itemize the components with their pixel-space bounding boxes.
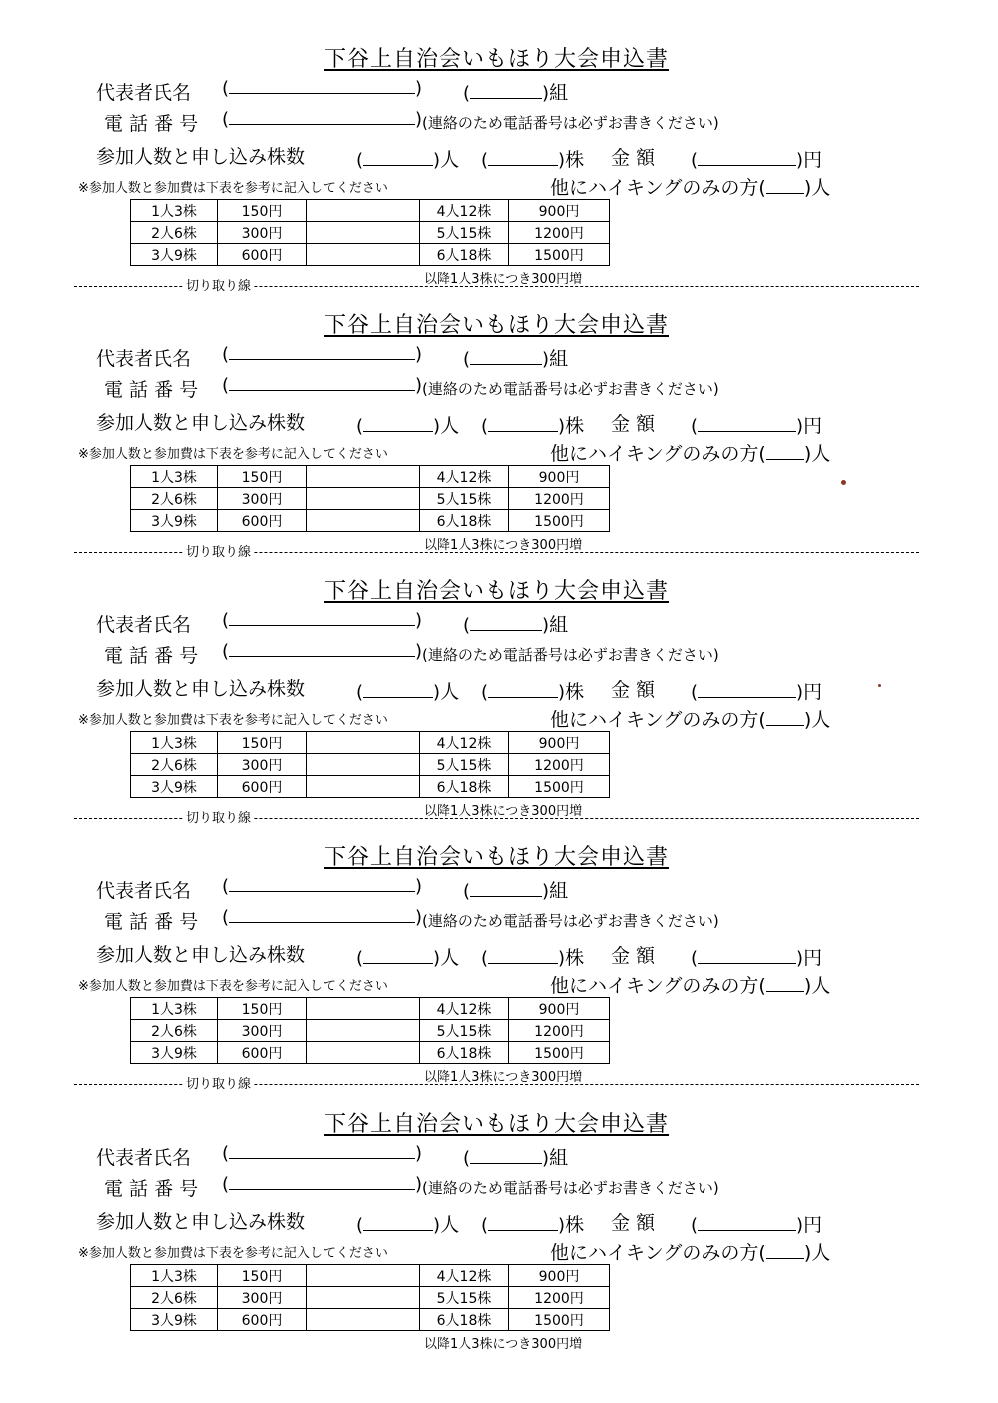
table-cell: 2人6株: [131, 1020, 218, 1042]
table-row: [131, 998, 610, 1020]
table-row: [131, 466, 610, 488]
stock-count-field[interactable]: ( )株: [481, 1214, 585, 1236]
stock-unit: 株: [565, 415, 585, 437]
table-row: [131, 1020, 610, 1042]
table-cell: [307, 488, 420, 510]
table-cell: 1200円: [509, 222, 610, 244]
application-form: [0, 42, 998, 292]
person-unit: 人: [440, 149, 460, 171]
hiking-field[interactable]: [550, 173, 830, 200]
table-cell: 4人12株: [420, 732, 509, 754]
form-title: 下谷上自治会いもほり大会申込書: [324, 1112, 670, 1137]
phone-row: [104, 109, 198, 136]
table-cell: 3人9株: [131, 244, 218, 266]
phone-row: [104, 375, 198, 402]
representative-row: [96, 344, 191, 371]
scan-speck: [878, 684, 881, 687]
representative-row: [96, 1143, 191, 1170]
amount-field[interactable]: ( )円: [691, 415, 823, 437]
table-cell: [307, 222, 420, 244]
amount-label: 金 額: [611, 147, 656, 169]
table-cell: 1人3株: [131, 466, 218, 488]
table-cell: 5人15株: [420, 488, 509, 510]
table-cell: [307, 1309, 420, 1331]
table-cell: 4人12株: [420, 466, 509, 488]
table-cell: 300円: [218, 1287, 307, 1309]
table-row: [131, 732, 610, 754]
amount-field[interactable]: ( )円: [691, 947, 823, 969]
fee-note: ※参加人数と参加費は下表を参考に記入してください: [78, 447, 388, 462]
phone-label: 電 話 番 号: [104, 113, 199, 135]
table-cell: 4人12株: [420, 998, 509, 1020]
person-count-field[interactable]: ( )人: [356, 415, 460, 437]
count-row: [96, 408, 305, 435]
hiking-suffix: )人: [803, 443, 831, 465]
table-cell: 150円: [218, 1265, 307, 1287]
table-cell: 6人18株: [420, 776, 509, 798]
group-field[interactable]: ( )組: [463, 82, 569, 104]
person-count-field[interactable]: ( )人: [356, 1214, 460, 1236]
fee-note: ※参加人数と参加費は下表を参考に記入してください: [78, 979, 388, 994]
table-cell: 5人15株: [420, 1020, 509, 1042]
table-cell: 300円: [218, 222, 307, 244]
table-cell: 6人18株: [420, 1309, 509, 1331]
table-cell: 1200円: [509, 754, 610, 776]
phone-label: 電 話 番 号: [104, 911, 199, 933]
table-cell: 150円: [218, 200, 307, 222]
table-cell: 600円: [218, 1042, 307, 1064]
table-row: [131, 488, 610, 510]
table-row: [131, 244, 610, 266]
table-cell: 2人6株: [131, 1287, 218, 1309]
table-cell: 900円: [509, 998, 610, 1020]
table-cell: 1200円: [509, 1020, 610, 1042]
fee-note: ※参加人数と参加費は下表を参考に記入してください: [78, 1246, 388, 1261]
group-suffix: 組: [549, 614, 569, 636]
table-cell: [307, 200, 420, 222]
person-count-field[interactable]: ( )人: [356, 947, 460, 969]
phone-note: (連絡のため電話番号は必ずお書きください): [422, 1179, 719, 1197]
yen-unit: 円: [803, 149, 823, 171]
phone-row: [104, 641, 198, 668]
table-row: [131, 776, 610, 798]
application-form: [0, 308, 998, 558]
phone-note: (連絡のため電話番号は必ずお書きください): [422, 380, 719, 398]
extra-fee-note: 以降1人3株につき300円増: [424, 804, 583, 819]
application-form: [0, 1107, 998, 1357]
hiking-suffix: )人: [803, 177, 831, 199]
table-cell: 2人6株: [131, 222, 218, 244]
group-field[interactable]: ( )組: [463, 348, 569, 370]
count-row: [96, 1207, 305, 1234]
group-field[interactable]: ( )組: [463, 880, 569, 902]
table-cell: 1500円: [509, 1309, 610, 1331]
phone-label: 電 話 番 号: [104, 645, 199, 667]
group-suffix: 組: [549, 82, 569, 104]
fee-table: [130, 731, 610, 798]
representative-name-field[interactable]: ( ): [222, 876, 423, 897]
table-cell: 1人3株: [131, 200, 218, 222]
form-title: 下谷上自治会いもほり大会申込書: [324, 845, 670, 870]
table-cell: 900円: [509, 466, 610, 488]
phone-note: (連絡のため電話番号は必ずお書きください): [422, 646, 719, 664]
count-label: 参加人数と申し込み株数: [96, 944, 306, 966]
form-title: 下谷上自治会いもほり大会申込書: [324, 313, 670, 338]
representative-name-field[interactable]: ( ): [222, 1143, 423, 1164]
table-row: [131, 1265, 610, 1287]
table-cell: [307, 998, 420, 1020]
table-cell: 1500円: [509, 244, 610, 266]
amount-label: 金 額: [611, 945, 656, 967]
group-field[interactable]: ( )組: [463, 614, 569, 636]
table-cell: 3人9株: [131, 1042, 218, 1064]
person-count-field[interactable]: ( )人: [356, 681, 460, 703]
group-field[interactable]: ( )組: [463, 1147, 569, 1169]
table-cell: 3人9株: [131, 510, 218, 532]
yen-unit: 円: [803, 415, 823, 437]
table-cell: [307, 776, 420, 798]
hiking-field[interactable]: [550, 705, 830, 732]
table-cell: 1500円: [509, 510, 610, 532]
table-cell: 300円: [218, 754, 307, 776]
table-cell: 3人9株: [131, 776, 218, 798]
yen-unit: 円: [803, 681, 823, 703]
count-row: [96, 674, 305, 701]
phone-field[interactable]: ( ): [222, 109, 423, 130]
table-cell: [307, 244, 420, 266]
cut-line-label: 切り取り線: [184, 275, 253, 294]
representative-label: 代表者氏名: [96, 614, 192, 636]
stock-unit: 株: [565, 1214, 585, 1236]
group-suffix: 組: [549, 348, 569, 370]
table-cell: 4人12株: [420, 1265, 509, 1287]
group-suffix: 組: [549, 1147, 569, 1169]
phone-note: (連絡のため電話番号は必ずお書きください): [422, 912, 719, 930]
table-cell: 1500円: [509, 1042, 610, 1064]
table-cell: [307, 466, 420, 488]
table-cell: [307, 1265, 420, 1287]
table-cell: 5人15株: [420, 222, 509, 244]
table-cell: 5人15株: [420, 754, 509, 776]
person-unit: 人: [440, 415, 460, 437]
table-row: [131, 754, 610, 776]
table-cell: 600円: [218, 244, 307, 266]
hiking-field[interactable]: [550, 1238, 830, 1265]
phone-note: (連絡のため電話番号は必ずお書きください): [422, 114, 719, 132]
table-cell: 150円: [218, 998, 307, 1020]
phone-field[interactable]: ( ): [222, 641, 423, 662]
stock-unit: 株: [565, 149, 585, 171]
hiking-suffix: )人: [803, 975, 831, 997]
table-row: [131, 222, 610, 244]
form-title: 下谷上自治会いもほり大会申込書: [324, 579, 670, 604]
person-unit: 人: [440, 947, 460, 969]
hiking-prefix: 他にハイキングのみの方(: [550, 709, 766, 731]
table-cell: 1200円: [509, 488, 610, 510]
application-form: [0, 840, 998, 1090]
fee-table: [130, 1264, 610, 1331]
phone-row: [104, 1174, 198, 1201]
table-cell: 6人18株: [420, 1042, 509, 1064]
stock-unit: 株: [565, 681, 585, 703]
representative-name-field[interactable]: ( ): [222, 78, 423, 99]
hiking-prefix: 他にハイキングのみの方(: [550, 975, 766, 997]
table-cell: [307, 1020, 420, 1042]
representative-row: [96, 78, 191, 105]
application-form: [0, 574, 998, 824]
phone-label: 電 話 番 号: [104, 379, 199, 401]
representative-row: [96, 610, 191, 637]
extra-fee-note: 以降1人3株につき300円増: [424, 272, 583, 287]
phone-field[interactable]: ( ): [222, 1174, 423, 1195]
fee-note: ※参加人数と参加費は下表を参考に記入してください: [78, 181, 388, 196]
extra-fee-note: 以降1人3株につき300円増: [424, 1070, 583, 1085]
person-unit: 人: [440, 681, 460, 703]
count-label: 参加人数と申し込み株数: [96, 146, 306, 168]
stock-count-field[interactable]: ( )株: [481, 947, 585, 969]
table-cell: [307, 1042, 420, 1064]
hiking-field[interactable]: [550, 971, 830, 998]
representative-label: 代表者氏名: [96, 348, 192, 370]
cut-line-label: 切り取り線: [184, 1073, 253, 1092]
table-cell: 4人12株: [420, 200, 509, 222]
table-cell: 900円: [509, 1265, 610, 1287]
amount-field[interactable]: ( )円: [691, 1214, 823, 1236]
table-cell: 900円: [509, 732, 610, 754]
representative-label: 代表者氏名: [96, 82, 192, 104]
table-cell: [307, 1287, 420, 1309]
count-label: 参加人数と申し込み株数: [96, 412, 306, 434]
count-row: [96, 142, 305, 169]
hiking-prefix: 他にハイキングのみの方(: [550, 177, 766, 199]
representative-name-field[interactable]: ( ): [222, 610, 423, 631]
table-row: [131, 1042, 610, 1064]
stock-unit: 株: [565, 947, 585, 969]
phone-field[interactable]: ( ): [222, 907, 423, 928]
representative-name-field[interactable]: ( ): [222, 344, 423, 365]
yen-unit: 円: [803, 1214, 823, 1236]
person-unit: 人: [440, 1214, 460, 1236]
scan-speck: [841, 480, 846, 485]
amount-field[interactable]: ( )円: [691, 681, 823, 703]
group-suffix: 組: [549, 880, 569, 902]
table-cell: 300円: [218, 1020, 307, 1042]
cut-line-label: 切り取り線: [184, 541, 253, 560]
representative-label: 代表者氏名: [96, 880, 192, 902]
table-cell: 900円: [509, 200, 610, 222]
table-cell: 1人3株: [131, 1265, 218, 1287]
table-cell: 150円: [218, 732, 307, 754]
table-row: [131, 510, 610, 532]
table-row: [131, 1287, 610, 1309]
table-cell: 300円: [218, 488, 307, 510]
stock-count-field[interactable]: ( )株: [481, 149, 585, 171]
count-row: [96, 940, 305, 967]
fee-table: [130, 465, 610, 532]
table-cell: [307, 732, 420, 754]
hiking-prefix: 他にハイキングのみの方(: [550, 1242, 766, 1264]
fee-table: [130, 997, 610, 1064]
amount-label: 金 額: [611, 413, 656, 435]
stock-count-field[interactable]: ( )株: [481, 681, 585, 703]
count-label: 参加人数と申し込み株数: [96, 1211, 306, 1233]
table-cell: 1200円: [509, 1287, 610, 1309]
hiking-suffix: )人: [803, 1242, 831, 1264]
table-cell: 600円: [218, 510, 307, 532]
cut-line-label: 切り取り線: [184, 807, 253, 826]
table-cell: 5人15株: [420, 1287, 509, 1309]
table-cell: 2人6株: [131, 488, 218, 510]
extra-fee-note: 以降1人3株につき300円増: [424, 1337, 583, 1352]
form-title: 下谷上自治会いもほり大会申込書: [324, 47, 670, 72]
fee-table: [130, 199, 610, 266]
stock-count-field[interactable]: ( )株: [481, 415, 585, 437]
phone-field[interactable]: ( ): [222, 375, 423, 396]
count-label: 参加人数と申し込み株数: [96, 678, 306, 700]
table-cell: 3人9株: [131, 1309, 218, 1331]
phone-label: 電 話 番 号: [104, 1178, 199, 1200]
yen-unit: 円: [803, 947, 823, 969]
extra-fee-note: 以降1人3株につき300円増: [424, 538, 583, 553]
hiking-prefix: 他にハイキングのみの方(: [550, 443, 766, 465]
table-cell: 2人6株: [131, 754, 218, 776]
table-cell: 600円: [218, 776, 307, 798]
table-cell: 1人3株: [131, 732, 218, 754]
representative-row: [96, 876, 191, 903]
amount-label: 金 額: [611, 1212, 656, 1234]
table-cell: [307, 754, 420, 776]
table-cell: 1500円: [509, 776, 610, 798]
table-cell: 600円: [218, 1309, 307, 1331]
phone-row: [104, 907, 198, 934]
representative-label: 代表者氏名: [96, 1147, 192, 1169]
amount-label: 金 額: [611, 679, 656, 701]
table-cell: 150円: [218, 466, 307, 488]
person-count-field[interactable]: ( )人: [356, 149, 460, 171]
table-cell: [307, 510, 420, 532]
table-row: [131, 1309, 610, 1331]
amount-field[interactable]: ( )円: [691, 149, 823, 171]
table-cell: 6人18株: [420, 510, 509, 532]
table-cell: 6人18株: [420, 244, 509, 266]
hiking-suffix: )人: [803, 709, 831, 731]
fee-note: ※参加人数と参加費は下表を参考に記入してください: [78, 713, 388, 728]
table-row: [131, 200, 610, 222]
hiking-field[interactable]: [550, 439, 830, 466]
table-cell: 1人3株: [131, 998, 218, 1020]
